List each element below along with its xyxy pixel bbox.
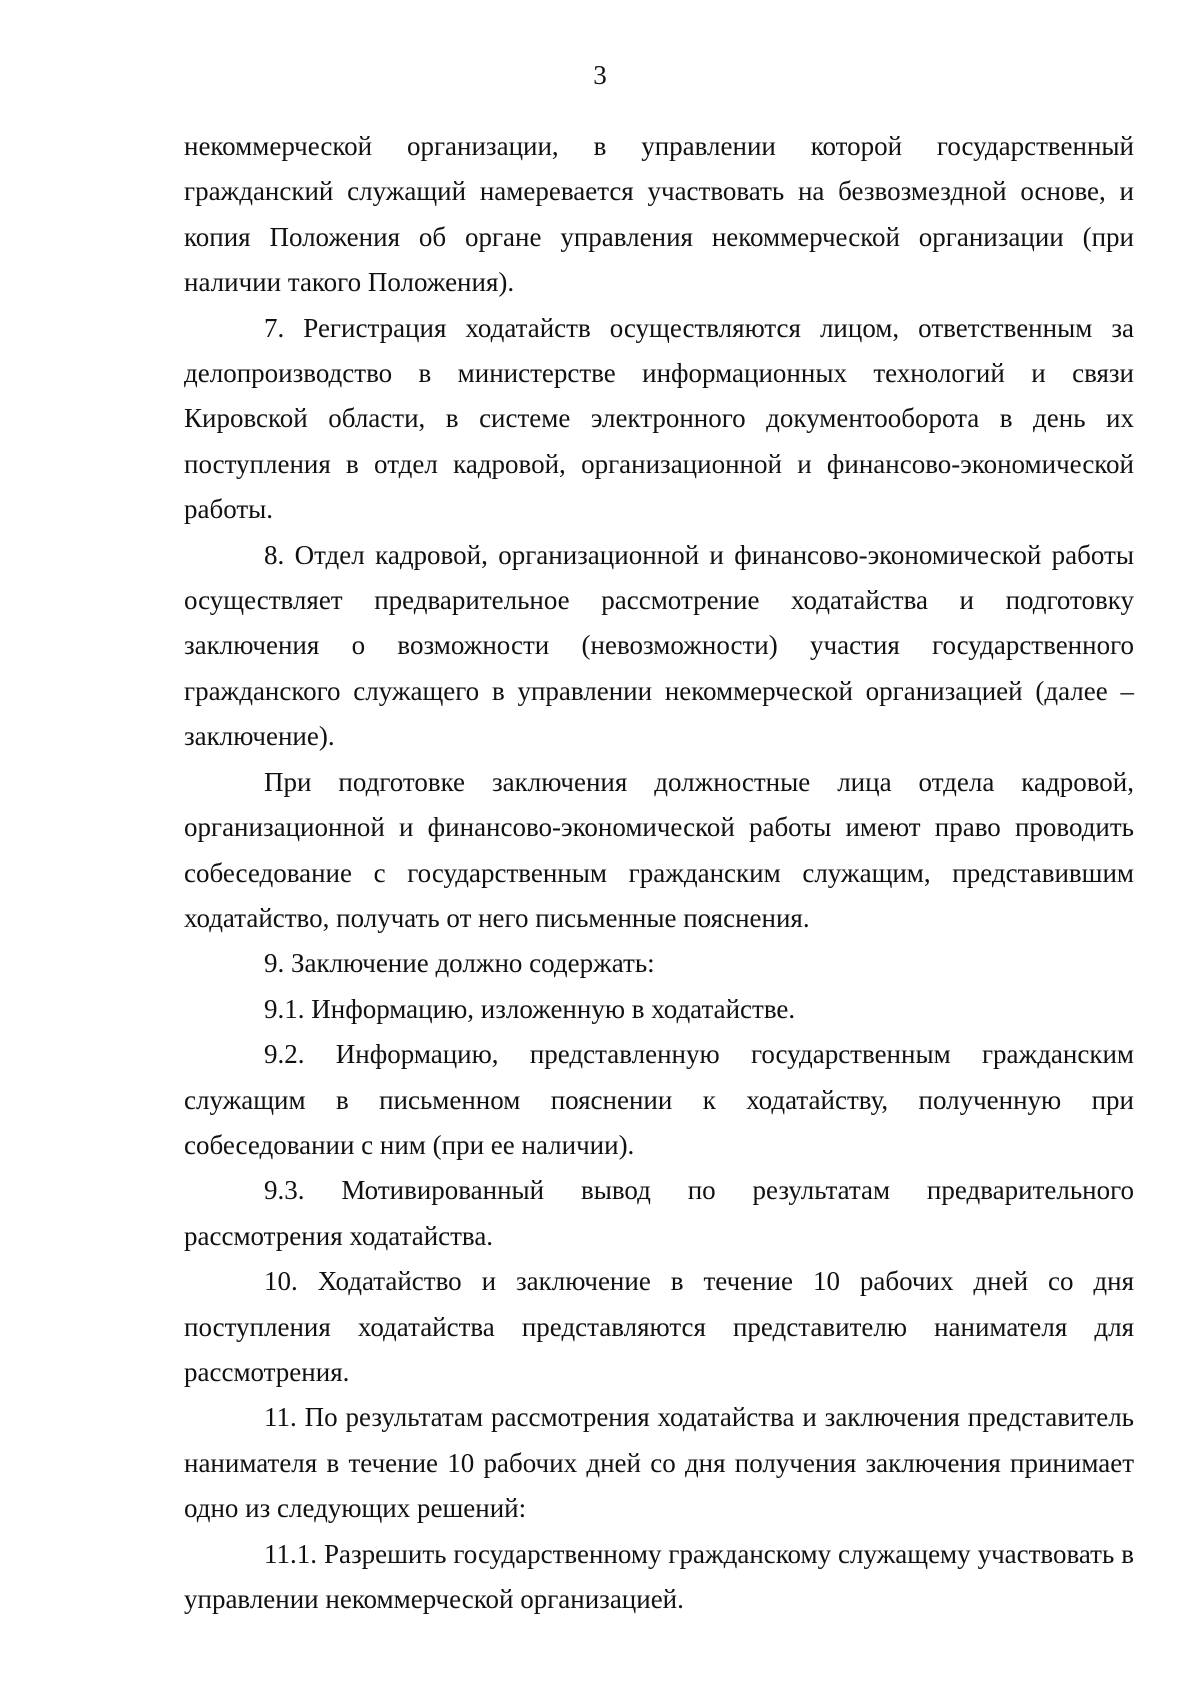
paragraph-item-9: 9. Заключение должно содержать: (264, 948, 655, 979)
paragraph-item-7: 7. Регистрация ходатайств осуществляются лицом, ответственным за делопроизводство в министерстве информационных технологий и связи Кировской области, в системе электронного документооборота в день их поступления в отдел кадровой, организационной и финансово-экономической работы. (184, 312, 1134, 525)
paragraph-item-9-1: 9.1. Информацию, изложенную в ходатайстве. (264, 993, 796, 1024)
page-number: 3 (593, 60, 607, 90)
paragraph-item-9-3: 9.3. Мотивированный вывод по результатам предварительного рассмотрения ходатайства. (184, 1175, 1134, 1251)
paragraph-item-11-1: 11.1. Разрешить государственному гражданскому служащему участвовать в управлении некоммерческой организацией. (184, 1538, 1134, 1614)
paragraph-item-10: 10. Ходатайство и заключение в течение 10 рабочих дней со дня поступления ходатайства представляются представителю нанимателя для рассмотрения. (184, 1266, 1134, 1387)
document-body (184, 124, 1134, 1622)
paragraph-item-8-interview: При подготовке заключения должностные лица отдела кадровой, организационной и финансово-экономической работы имеют право проводить собеседование с государственным гражданским служащим, представившим ходатайство, получать от него письменные пояснения. (184, 766, 1134, 933)
paragraph-continuation: некоммерческой организации, в управлении которой государственный гражданский служащий намеревается участвовать на безвозмездной основе, и копия Положения об органе управления некоммерческой организации (при наличии такого Положения). (184, 131, 1134, 298)
paragraph-item-9-2: 9.2. Информацию, представленную государственным гражданским служащим в письменном пояснении к ходатайству, полученную при собеседовании с ним (при ее наличии). (184, 1039, 1134, 1160)
paragraph-item-8: 8. Отдел кадровой, организационной и финансово-экономической работы осуществляет предварительное рассмотрение ходатайства и подготовку заключения о возможности (невозможности) участия государственного гражданского служащего в управлении некоммерческой организацией (далее – заключение). (184, 539, 1134, 752)
paragraph-item-11: 11. По результатам рассмотрения ходатайства и заключения представитель нанимателя в течение 10 рабочих дней со дня получения заключения принимает одно из следующих решений: (184, 1402, 1134, 1524)
